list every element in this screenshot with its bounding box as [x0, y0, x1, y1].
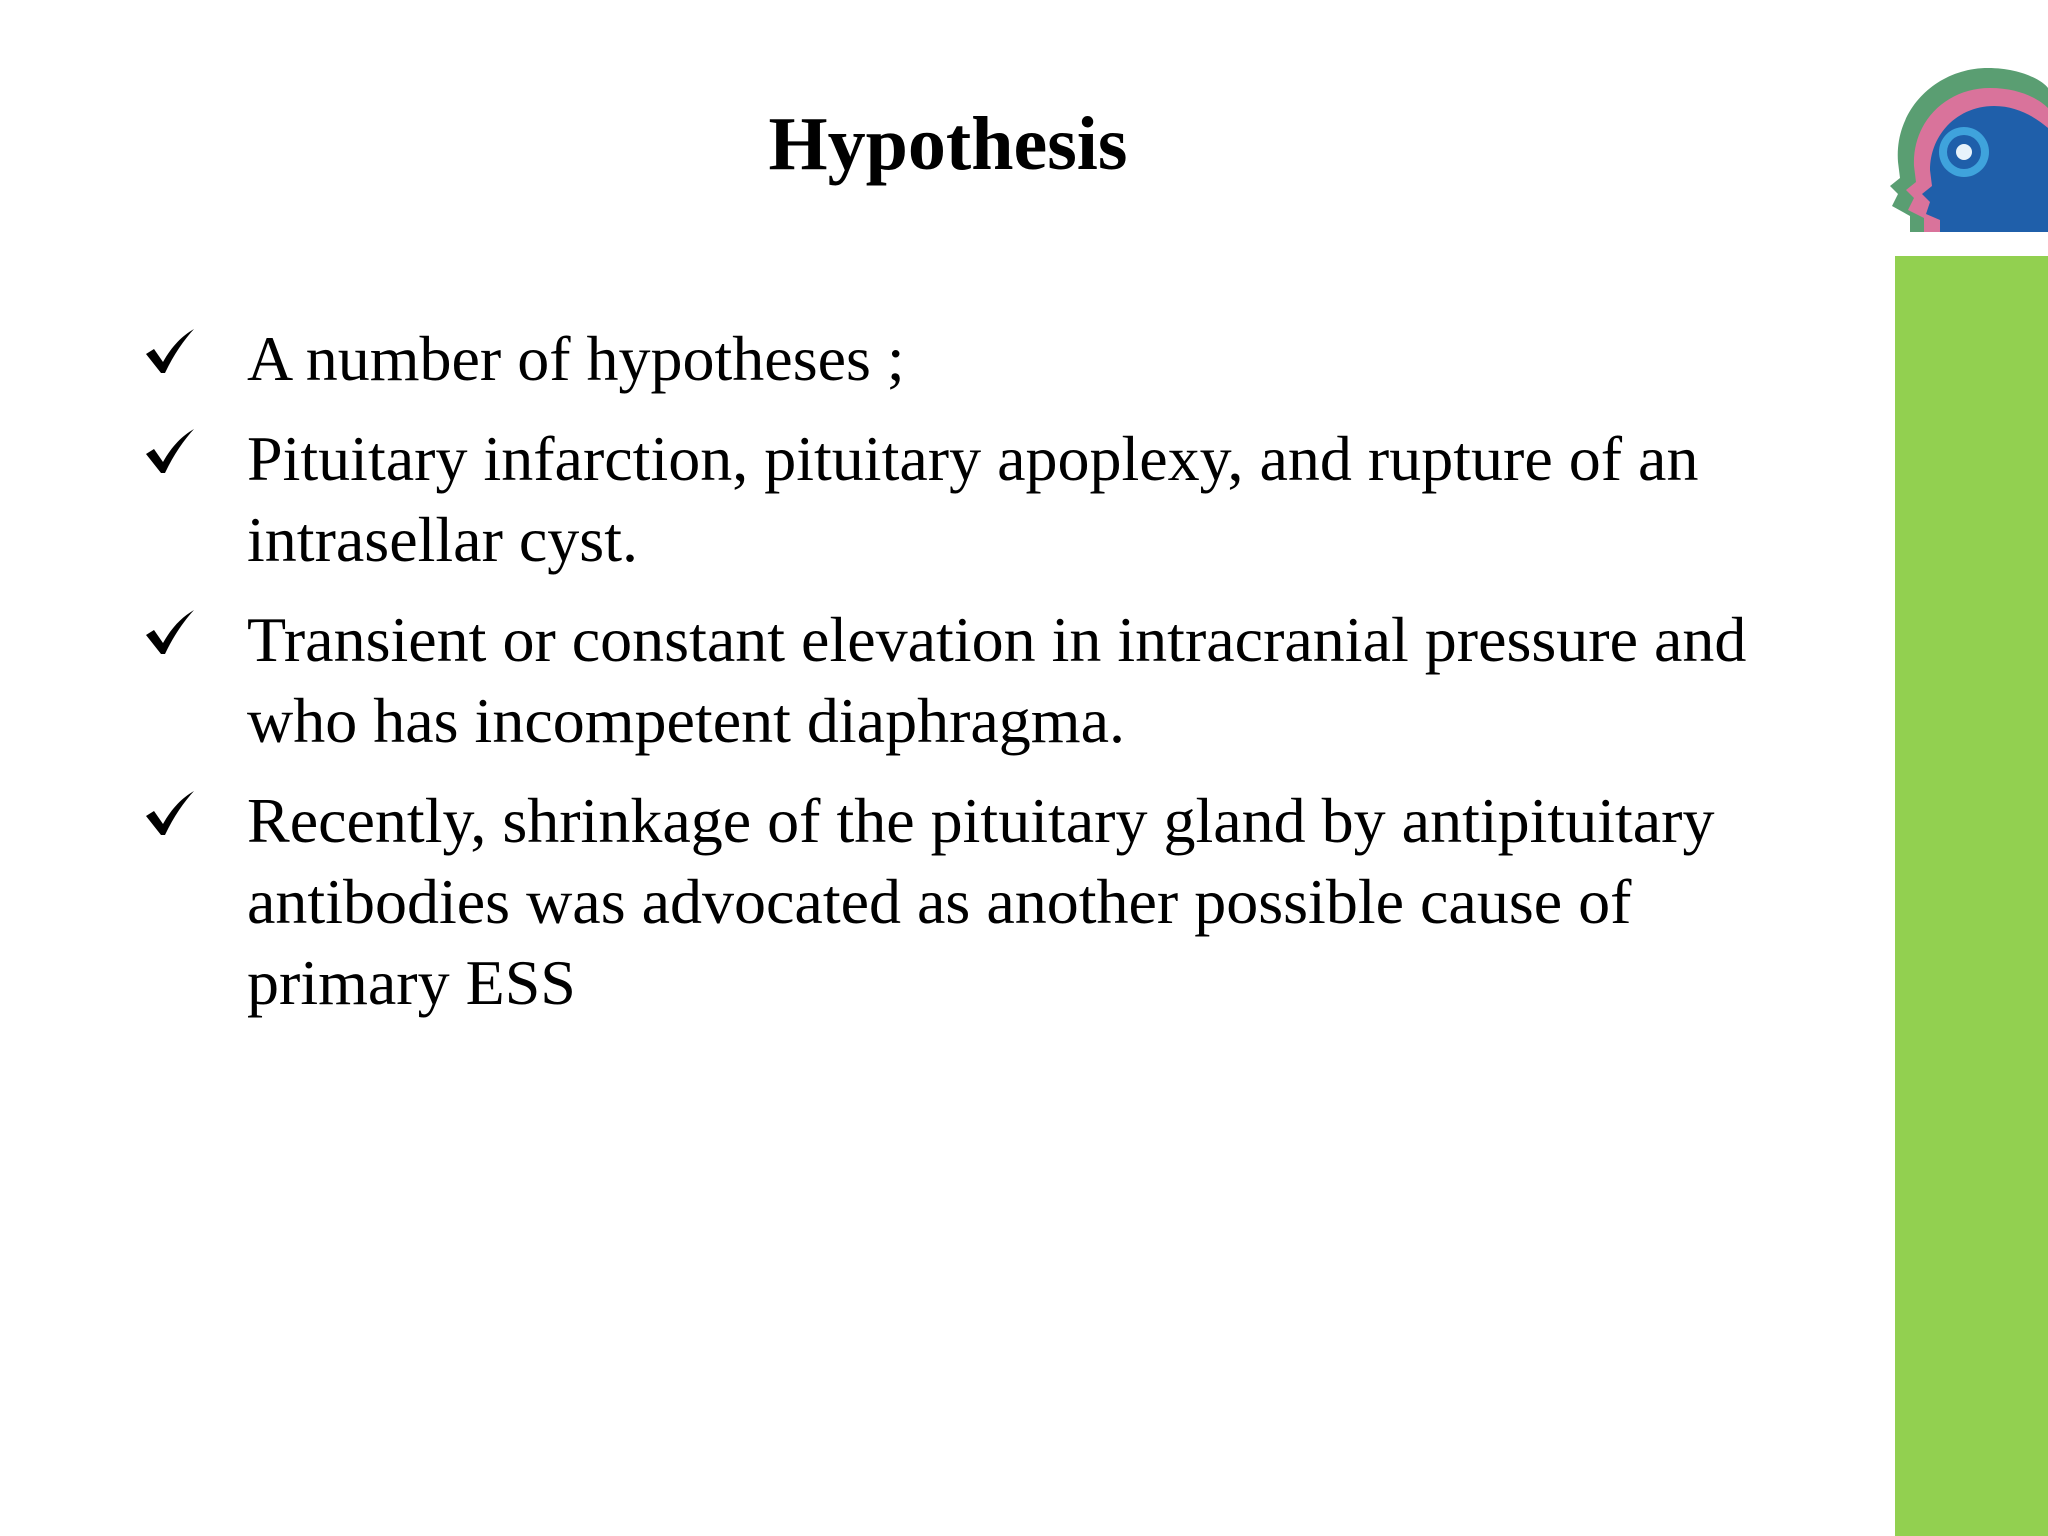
bullet-item	[140, 418, 1760, 580]
bullet-item	[140, 780, 1760, 1023]
bullet-list	[140, 318, 1760, 1042]
checkmark-icon	[140, 603, 200, 663]
bullet-text: Transient or constant elevation in intracranial pressure and who has incompetent diaphragma.	[247, 604, 1747, 756]
bullet-item	[140, 318, 1760, 399]
head-profile-logo-icon	[1884, 66, 2048, 232]
checkmark-icon	[140, 322, 200, 382]
bullet-item	[140, 599, 1760, 761]
bullet-text: A number of hypotheses ;	[247, 323, 905, 394]
slide-title: Hypothesis	[768, 102, 1128, 186]
checkmark-icon	[140, 422, 200, 482]
logo-ring-inner	[1956, 144, 1972, 160]
accent-side-bar	[1895, 256, 2048, 1536]
bullet-text: Recently, shrinkage of the pituitary gland by antipituitary antibodies was advocated as another possible cause of primary ESS	[247, 785, 1715, 1018]
checkmark-icon	[140, 784, 200, 844]
bullet-text: Pituitary infarction, pituitary apoplexy, and rupture of an intrasellar cyst.	[247, 423, 1699, 575]
